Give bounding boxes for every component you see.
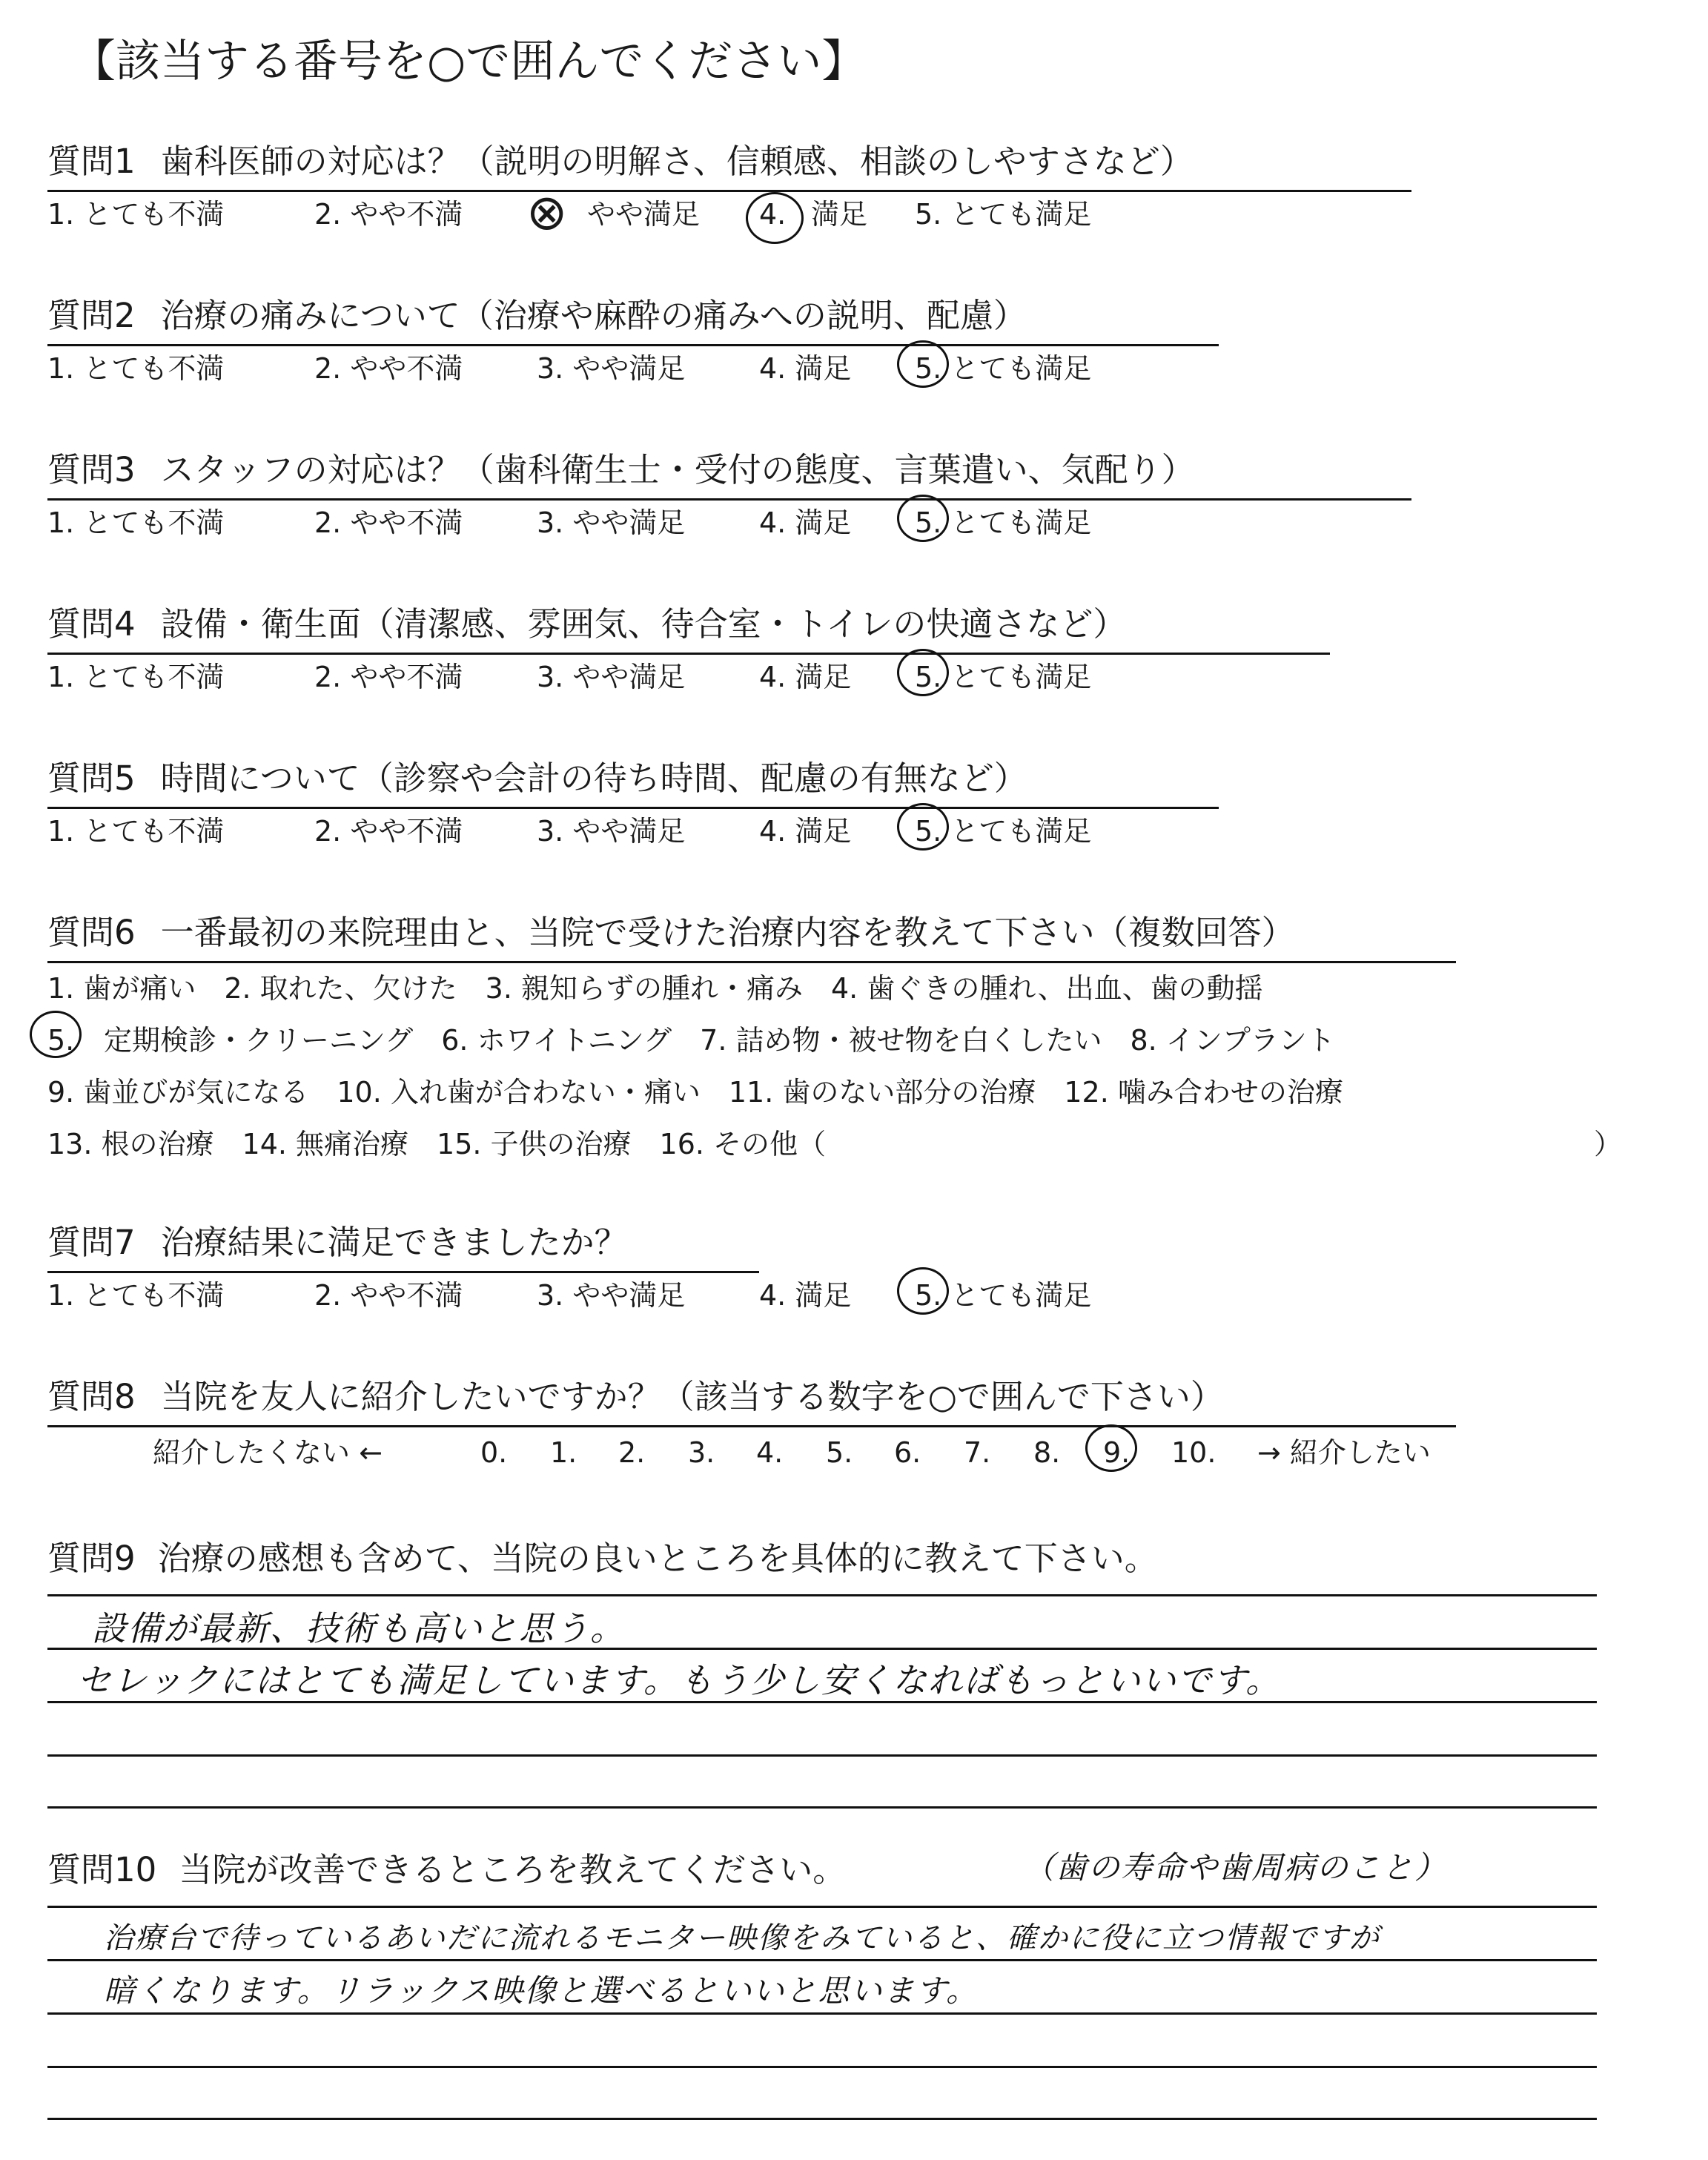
q8-option-0[interactable]: 0. xyxy=(480,1436,508,1469)
q8-option-1[interactable]: 1. xyxy=(550,1436,577,1469)
question-5-label: 質問5 xyxy=(47,759,136,798)
q8-option-9[interactable]: 9. xyxy=(1103,1436,1131,1469)
q1-option-5[interactable]: 5. とても満足 xyxy=(915,198,1092,231)
q8-option-8[interactable]: 8. xyxy=(1033,1436,1061,1469)
q7-option-5[interactable]: 5. とても満足 xyxy=(915,1279,1092,1312)
q6-options-row-4[interactable]: 13. 根の治療 14. 無痛治療 15. 子供の治療 16. その他（ xyxy=(47,1128,827,1160)
q10-handwritten-answer-1: 治療台で待っているあいだに流れるモニター映像をみていると、確かに役に立つ情報ですが xyxy=(104,1921,1380,1955)
q3-option-1[interactable]: 1. とても不満 xyxy=(47,506,225,539)
q9-handwritten-answer-2: セレックにはとても満足しています。もう少し安くなればもっといいです。 xyxy=(77,1660,1282,1700)
question-3-label: 質問3 xyxy=(47,450,136,489)
question-8-heading xyxy=(47,1373,1456,1427)
q6-selected-circle xyxy=(30,1011,82,1058)
question-2-text: 治療の痛みについて（治療や麻酔の痛みへの説明、配慮） xyxy=(160,296,1027,335)
question-6-heading xyxy=(47,909,1456,963)
q7-selected-circle xyxy=(897,1267,949,1315)
q4-selected-circle xyxy=(897,649,949,696)
q5-option-2[interactable]: 2. やや不満 xyxy=(314,815,463,848)
q10-handwritten-answer-2: 暗くなります。リラックス映像と選べるといいと思います。 xyxy=(104,1972,979,2009)
q8-option-6[interactable]: 6. xyxy=(894,1436,921,1469)
q2-option-4[interactable]: 4. 満足 xyxy=(759,352,852,385)
q5-selected-circle xyxy=(897,803,949,851)
q8-option-5[interactable]: 5. xyxy=(826,1436,853,1469)
q9-answer-line-4 xyxy=(47,1754,1597,1757)
q2-option-3[interactable]: 3. やや満足 xyxy=(537,352,686,385)
q1-option-3-crossed-mark: ⊗ xyxy=(526,184,568,241)
q7-option-1[interactable]: 1. とても不満 xyxy=(47,1279,225,1312)
q2-selected-circle xyxy=(897,340,949,388)
q8-right-label: → 紹介したい xyxy=(1257,1436,1431,1469)
question-9-text: 治療の感想も含めて、当院の良いところを具体的に教えて下さい。 xyxy=(157,1539,1158,1578)
question-2-label: 質問2 xyxy=(47,296,136,335)
q4-option-3[interactable]: 3. やや満足 xyxy=(537,661,686,693)
question-6-text: 一番最初の来院理由と、当院で受けた治療内容を教えて下さい（複数回答） xyxy=(160,913,1295,952)
q10-answer-line-1 xyxy=(47,1906,1597,1908)
question-10-label: 質問10 xyxy=(47,1850,157,1889)
q10-answer-line-2 xyxy=(47,1959,1597,1961)
q6-option-5-number[interactable]: 5. xyxy=(47,1024,75,1057)
q3-option-4[interactable]: 4. 満足 xyxy=(759,506,852,539)
q10-answer-line-5 xyxy=(47,2118,1597,2120)
q7-option-3[interactable]: 3. やや満足 xyxy=(537,1279,686,1312)
question-7-heading xyxy=(47,1219,759,1273)
q6-options-row-2[interactable]: 定期検診・クリーニング 6. ホワイトニング 7. 詰め物・被せ物を白くしたい 8. インプラント xyxy=(104,1024,1335,1057)
q1-option-1[interactable]: 1. とても不満 xyxy=(47,198,225,231)
q2-option-5[interactable]: 5. とても満足 xyxy=(915,352,1092,385)
q5-option-3[interactable]: 3. やや満足 xyxy=(537,815,686,848)
question-10-text: 当院が改善できるところを教えてください。 xyxy=(179,1850,847,1889)
q9-handwritten-answer-1: 設備が最新、技術も高いと思う。 xyxy=(92,1608,626,1648)
q1-option-4-number[interactable]: 4. xyxy=(759,198,787,231)
question-10-heading xyxy=(47,1846,846,1894)
question-1-heading xyxy=(47,138,1411,192)
q9-answer-line-5 xyxy=(47,1806,1597,1809)
q4-option-5[interactable]: 5. とても満足 xyxy=(915,661,1092,693)
q3-option-3[interactable]: 3. やや満足 xyxy=(537,506,686,539)
q9-answer-line-1 xyxy=(47,1594,1597,1596)
q1-option-4-text: 満足 xyxy=(811,198,868,231)
question-2-heading xyxy=(47,292,1219,346)
page-title: 【該当する番号を○で囲んでください】 xyxy=(71,36,867,87)
question-9-heading xyxy=(47,1535,1158,1582)
q1-option-2[interactable]: 2. やや不満 xyxy=(314,198,463,231)
question-4-heading xyxy=(47,601,1330,655)
q9-answer-line-2 xyxy=(47,1648,1597,1650)
q10-answer-line-3 xyxy=(47,2012,1597,2015)
question-9-label: 質問9 xyxy=(47,1539,136,1578)
q8-option-10[interactable]: 10. xyxy=(1171,1436,1217,1469)
q10-answer-line-4 xyxy=(47,2066,1597,2068)
q3-selected-circle xyxy=(897,495,949,542)
q3-option-2[interactable]: 2. やや不満 xyxy=(314,506,463,539)
q2-option-1[interactable]: 1. とても不満 xyxy=(47,352,225,385)
q8-selected-circle xyxy=(1085,1424,1137,1472)
q4-option-2[interactable]: 2. やや不満 xyxy=(314,661,463,693)
question-5-heading xyxy=(47,755,1219,809)
q1-selected-circle xyxy=(746,192,804,244)
question-3-text: スタッフの対応は？（歯科衛生士・受付の態度、言葉遣い、気配り） xyxy=(160,450,1195,489)
q8-option-3[interactable]: 3. xyxy=(688,1436,715,1469)
q4-option-4[interactable]: 4. 満足 xyxy=(759,661,852,693)
q5-option-1[interactable]: 1. とても不満 xyxy=(47,815,225,848)
q8-option-4[interactable]: 4. xyxy=(756,1436,784,1469)
question-3-heading xyxy=(47,446,1411,501)
q6-other-close-paren: ） xyxy=(1594,1128,1623,1160)
q7-option-4[interactable]: 4. 満足 xyxy=(759,1279,852,1312)
q6-options-row-1[interactable]: 1. 歯が痛い 2. 取れた、欠けた 3. 親知らずの腫れ・痛み 4. 歯ぐきの腫れ、出血、歯の動揺 xyxy=(47,972,1263,1005)
q4-option-1[interactable]: 1. とても不満 xyxy=(47,661,225,693)
q5-option-5[interactable]: 5. とても満足 xyxy=(915,815,1092,848)
q10-handwritten-note: （歯の寿命や歯周病のこと） xyxy=(1023,1849,1448,1886)
question-5-text: 時間について（診察や会計の待ち時間、配慮の有無など） xyxy=(160,759,1027,798)
q8-left-label: 紹介したくない ← xyxy=(153,1436,383,1469)
q8-option-2[interactable]: 2. xyxy=(618,1436,646,1469)
q2-option-2[interactable]: 2. やや不満 xyxy=(314,352,463,385)
question-1-label: 質問1 xyxy=(47,142,136,181)
q3-option-5[interactable]: 5. とても満足 xyxy=(915,506,1092,539)
question-4-label: 質問4 xyxy=(47,604,136,644)
q1-option-3[interactable]: やや満足 xyxy=(587,198,701,231)
question-6-label: 質問6 xyxy=(47,913,136,952)
question-4-text: 設備・衛生面（清潔感、雰囲気、待合室・トイレの快適さなど） xyxy=(160,604,1127,644)
q9-answer-line-3 xyxy=(47,1701,1597,1703)
q5-option-4[interactable]: 4. 満足 xyxy=(759,815,852,848)
question-8-text: 当院を友人に紹介したいですか？（該当する数字を○で囲んで下さい） xyxy=(160,1377,1224,1416)
question-7-label: 質問7 xyxy=(47,1223,136,1262)
question-1-text: 歯科医師の対応は？（説明の明解さ、信頼感、相談のしやすさなど） xyxy=(160,142,1194,181)
question-8-label: 質問8 xyxy=(47,1377,136,1416)
question-7-text: 治療結果に満足できましたか？ xyxy=(160,1223,628,1262)
q8-option-7[interactable]: 7. xyxy=(964,1436,991,1469)
q7-option-2[interactable]: 2. やや不満 xyxy=(314,1279,463,1312)
q6-options-row-3[interactable]: 9. 歯並びが気になる 10. 入れ歯が合わない・痛い 11. 歯のない部分の治療 12. 噛み合わせの治療 xyxy=(47,1076,1343,1109)
